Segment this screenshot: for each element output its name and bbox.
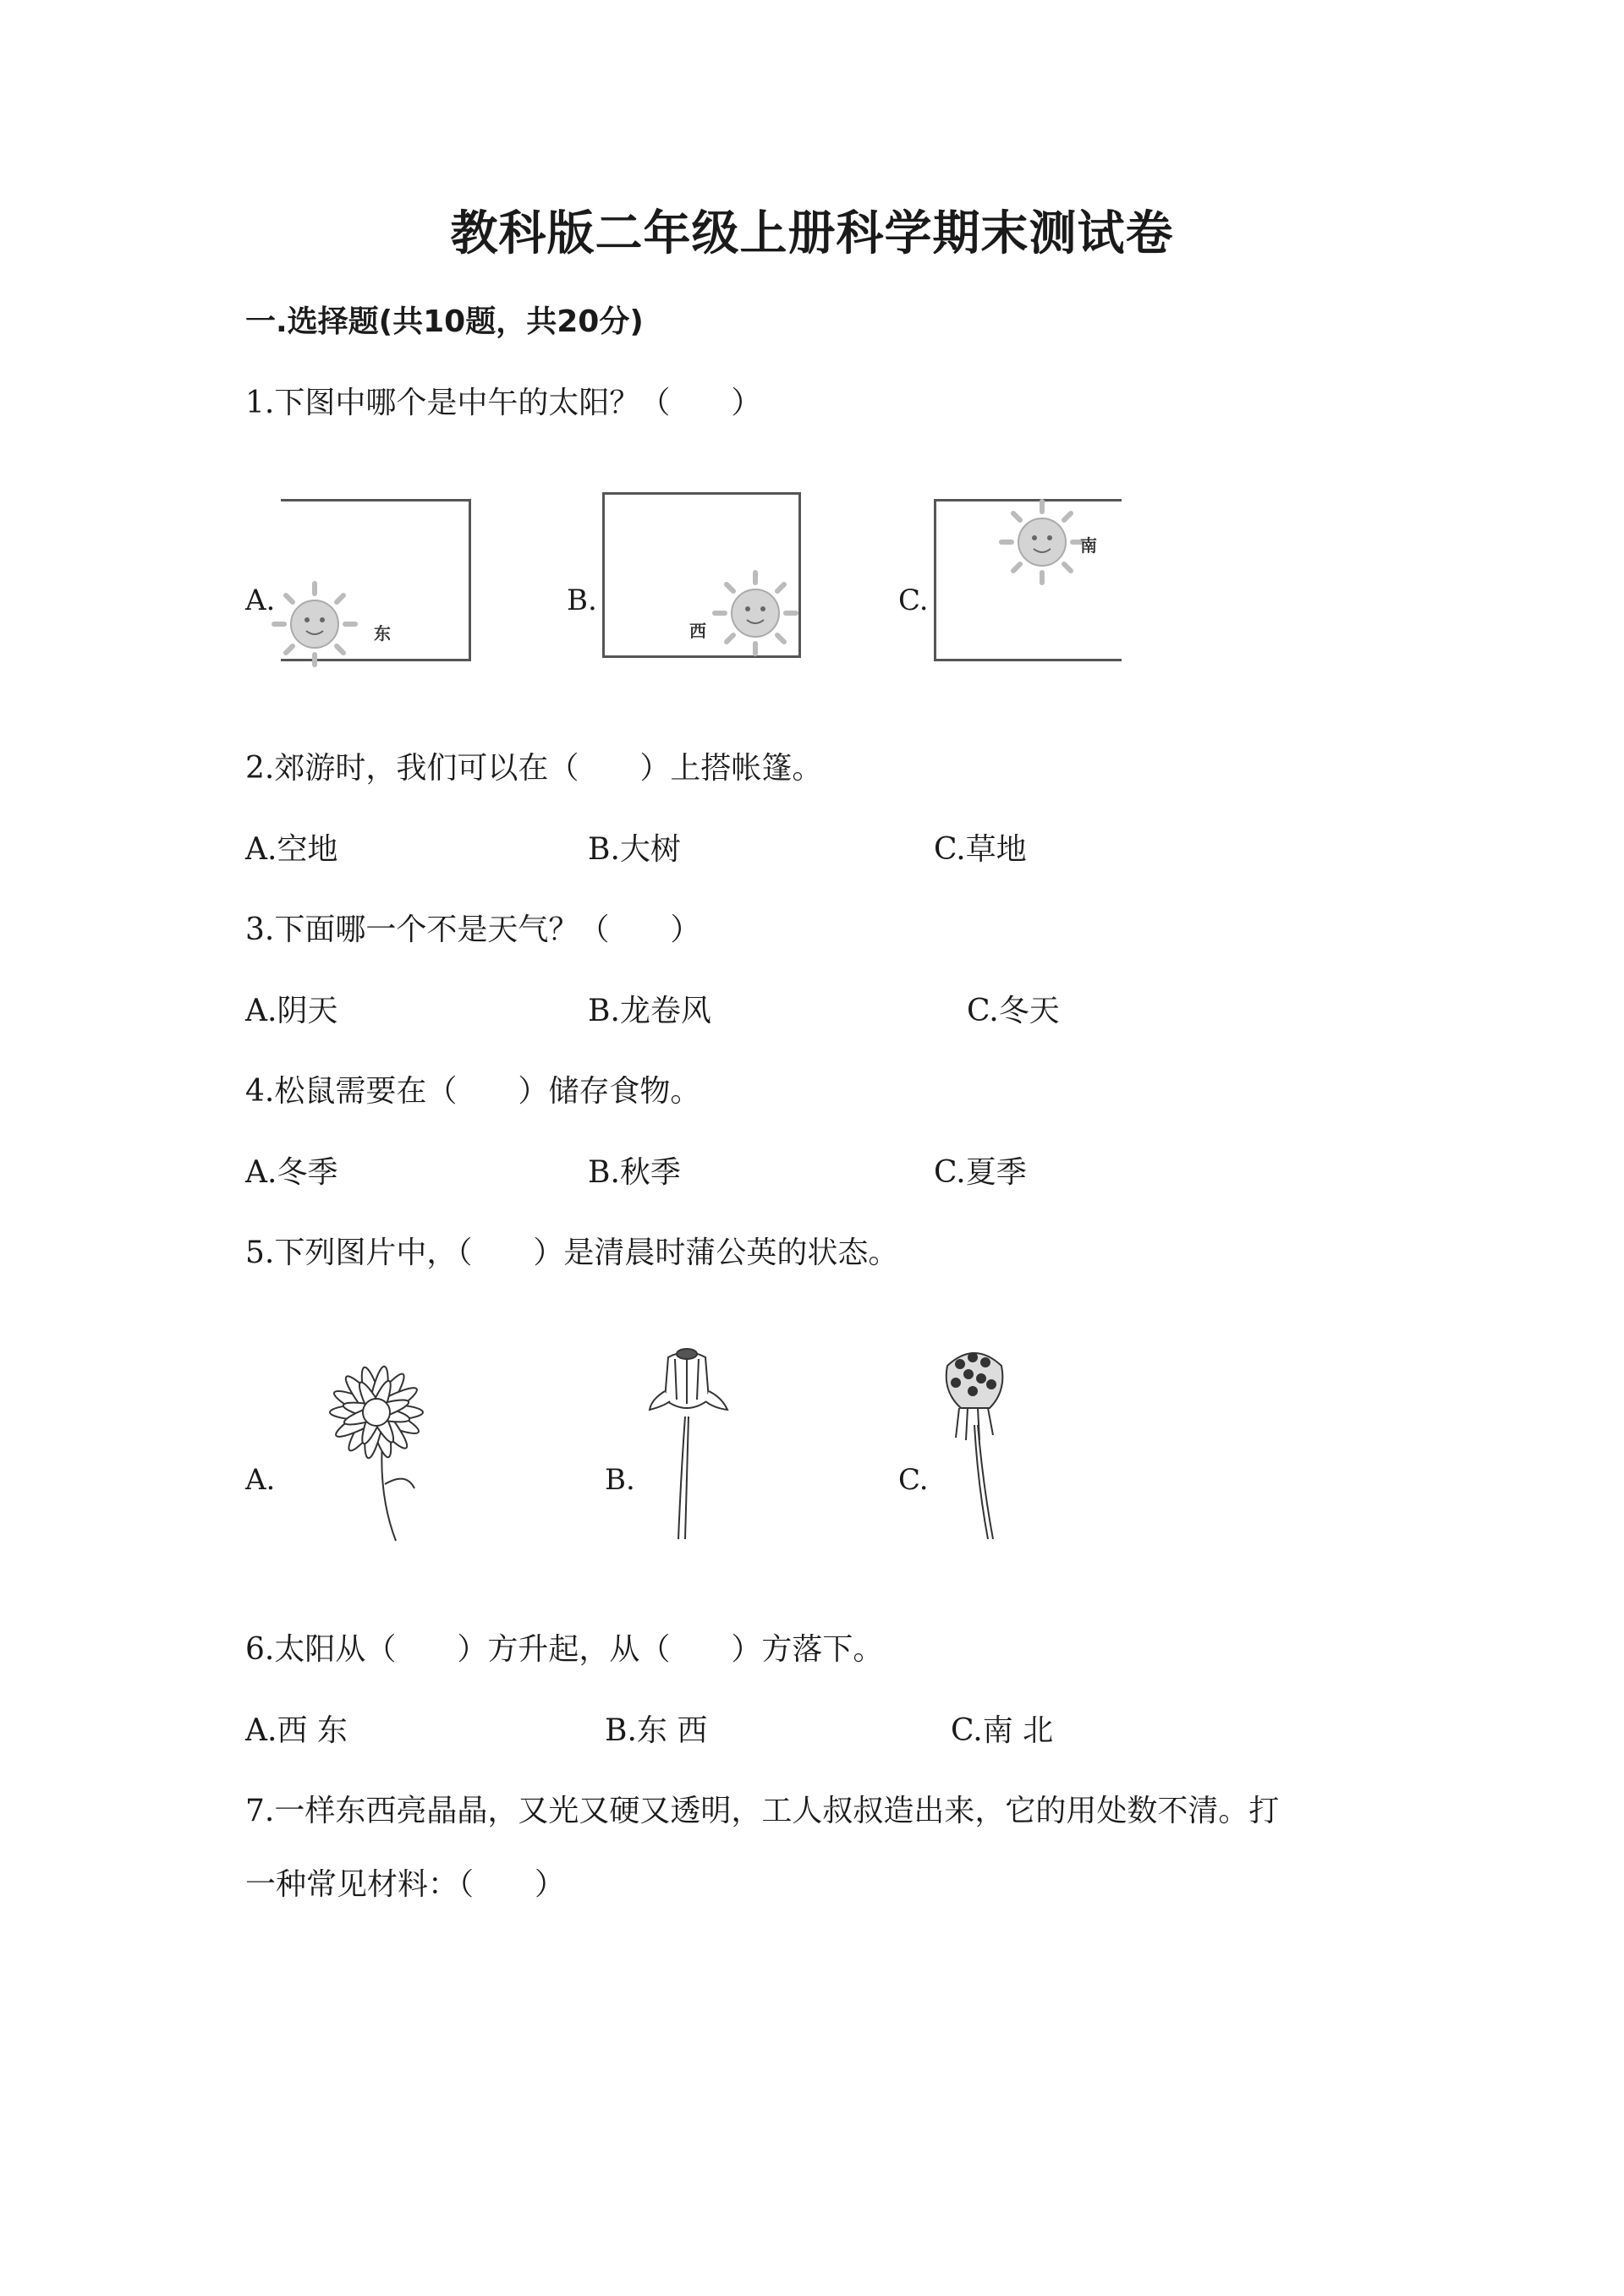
q5-option-b-label: B. (605, 1463, 635, 1497)
q1-option-a-label: A. (245, 584, 276, 617)
q6-option-b: B.东 西 (605, 1713, 708, 1748)
q3-option-c: C.冬天 (967, 994, 1060, 1028)
q3-option-b: B.龙卷风 (588, 994, 711, 1028)
sun-icon (936, 501, 1124, 664)
direction-label: 南 (1080, 535, 1097, 556)
q4-option-c: C.夏季 (934, 1155, 1027, 1190)
q6-option-a: A.西 东 (245, 1713, 348, 1748)
q2-option-c: C.草地 (934, 832, 1027, 867)
question-6: 6.太阳从（ ）方升起，从（ ）方落下。 (245, 1632, 884, 1667)
q4-option-b: B.秋季 (588, 1155, 681, 1190)
q1-option-b-label: B. (567, 584, 597, 617)
q1-option-a-image (281, 499, 471, 661)
question-5: 5.下列图片中，（ ）是清晨时蒲公英的状态。 (245, 1236, 899, 1270)
q1-option-c-label: C. (898, 584, 929, 617)
page-title: 教科版二年级上册科学期末测试卷 (450, 206, 1174, 261)
q2-option-a: A.空地 (245, 832, 338, 867)
q1-option-b-image (602, 492, 801, 658)
question-1: 1.下图中哪个是中午的太阳？（ ） (245, 386, 762, 420)
question-3: 3.下面哪一个不是天气？（ ） (245, 912, 701, 947)
question-2: 2.郊游时，我们可以在（ ）上搭帐篷。 (245, 751, 823, 786)
question-4: 4.松鼠需要在（ ）储存食物。 (245, 1074, 701, 1109)
section-heading: 一.选择题(共10题，共20分) (245, 304, 644, 339)
dandelion-open-image (279, 1345, 482, 1548)
q4-option-a: A.冬季 (245, 1155, 338, 1190)
direction-label: 西 (689, 621, 706, 641)
q3-option-a: A.阴天 (245, 994, 338, 1028)
direction-label: 东 (374, 623, 391, 644)
question-7-line-1: 7.一样东西亮晶晶，又光又硬又透明，工人叔叔造出来，它的用处数不清。打 (245, 1794, 1280, 1828)
q1-option-c-image (934, 499, 1122, 661)
q5-option-c-label: C. (898, 1463, 929, 1497)
q6-option-c: C.南 北 (951, 1713, 1054, 1748)
q2-option-b: B.大树 (588, 832, 681, 867)
dandelion-bud-image (634, 1340, 753, 1543)
dandelion-seed-head-image (922, 1340, 1032, 1543)
question-7-line-2: 一种常见材料：（ ） (245, 1867, 566, 1902)
q5-option-a-label: A. (245, 1463, 276, 1497)
